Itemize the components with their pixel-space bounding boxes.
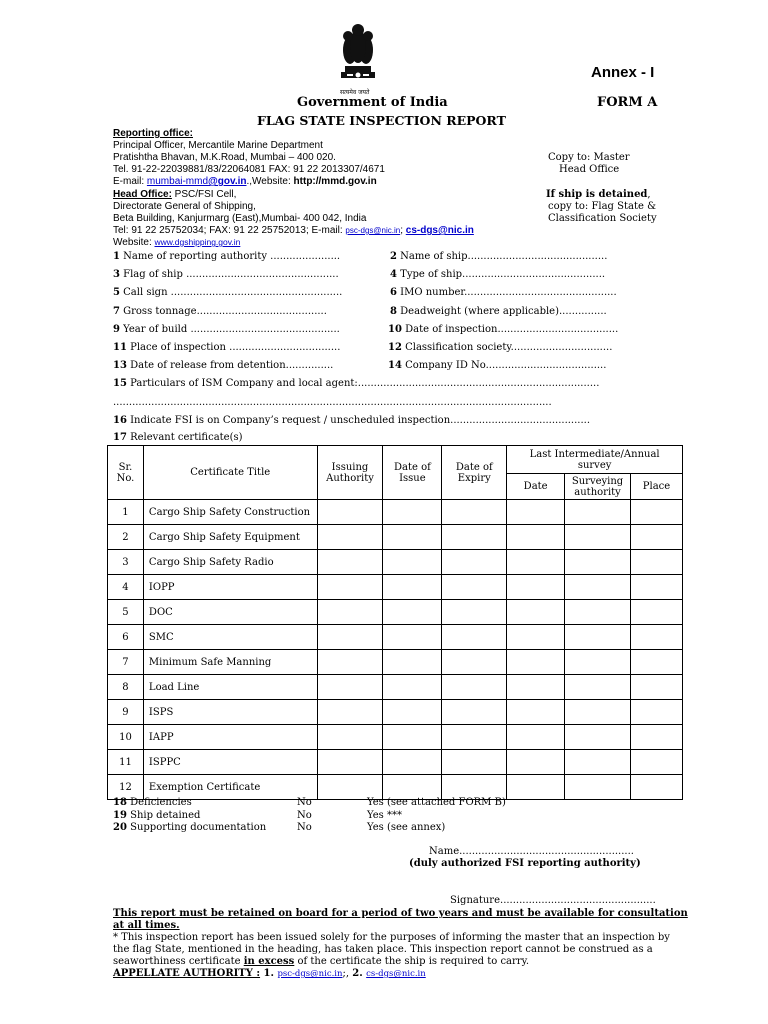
row-number: 1	[108, 500, 144, 525]
table-row	[108, 600, 683, 625]
table-row	[108, 550, 683, 575]
deficiencies-yes-option[interactable]: Yes (see attached FORM B)	[367, 797, 506, 808]
issuing-authority-cell[interactable]	[317, 650, 383, 675]
date-of-issue-cell[interactable]	[383, 675, 442, 700]
survey-place-cell[interactable]	[631, 500, 683, 525]
field-13[interactable]: 13 Date of release from detention...............	[113, 360, 334, 371]
row-number: 7	[108, 650, 144, 675]
field-3[interactable]: 3 Flag of ship ................................................	[113, 269, 339, 280]
copy-flag-state: copy to: Flag State &	[548, 201, 656, 212]
issuing-authority-cell[interactable]	[317, 575, 383, 600]
survey-date-cell[interactable]	[507, 725, 565, 750]
date-of-expiry-cell[interactable]	[442, 575, 507, 600]
surveying-authority-cell[interactable]	[565, 600, 631, 625]
field-9[interactable]: 9 Year of build ...............................................	[113, 324, 340, 335]
field-5[interactable]: 5 Call sign ......................................................	[113, 287, 343, 298]
date-of-issue-cell[interactable]	[383, 700, 442, 725]
form-label: FORM A	[597, 95, 658, 110]
survey-date-cell[interactable]	[507, 650, 565, 675]
appellate-email-2[interactable]: cs-dgs@nic.in	[366, 969, 426, 979]
date-of-expiry-cell[interactable]	[442, 600, 507, 625]
survey-place-cell[interactable]	[631, 700, 683, 725]
certificates-table	[107, 445, 683, 800]
head-office-label: Head Office:	[113, 189, 172, 200]
table-row	[108, 575, 683, 600]
national-emblem-icon	[333, 22, 383, 90]
certificate-title: Minimum Safe Manning	[143, 650, 317, 675]
date-of-expiry-cell[interactable]	[442, 725, 507, 750]
certificate-title: IOPP	[143, 575, 317, 600]
survey-place-cell[interactable]	[631, 525, 683, 550]
table-row	[108, 500, 683, 525]
certificate-title: Load Line	[143, 675, 317, 700]
table-row	[108, 625, 683, 650]
issuing-authority-cell[interactable]	[317, 525, 383, 550]
surveying-authority-cell[interactable]	[565, 700, 631, 725]
field-7[interactable]: 7 Gross tonnage.........................................	[113, 306, 327, 317]
date-of-expiry-cell[interactable]	[442, 550, 507, 575]
issuing-authority-cell[interactable]	[317, 700, 383, 725]
copy-to-master: Copy to: Master	[548, 152, 630, 163]
header-survey-place: Place	[631, 474, 683, 500]
issuing-authority-cell[interactable]	[317, 775, 383, 800]
survey-date-cell[interactable]	[507, 500, 565, 525]
supporting-documentation-yes-option[interactable]: Yes (see annex)	[367, 822, 446, 833]
survey-place-cell[interactable]	[631, 600, 683, 625]
head-office-line-3: Beta Building, Kanjurmarg (East),Mumbai- 400 042, India	[113, 213, 367, 224]
copy-head-office: Head Office	[559, 164, 620, 175]
survey-place-cell[interactable]	[631, 750, 683, 775]
field-10[interactable]: 10 Date of inspection......................................	[388, 324, 619, 335]
header-certificate-title: Certificate Title	[143, 446, 317, 500]
date-of-issue-cell[interactable]	[383, 750, 442, 775]
date-of-expiry-cell[interactable]	[442, 700, 507, 725]
row-number: 9	[108, 700, 144, 725]
header-issuing-authority: Issuing Authority	[317, 446, 383, 500]
date-of-expiry-cell[interactable]	[442, 525, 507, 550]
surveying-authority-cell[interactable]	[565, 725, 631, 750]
certificate-title: Cargo Ship Safety Equipment	[143, 525, 317, 550]
survey-date-cell[interactable]	[507, 675, 565, 700]
row-number: 6	[108, 625, 144, 650]
row-number: 4	[108, 575, 144, 600]
annex-label: Annex - I	[591, 64, 655, 81]
website-link[interactable]: http://mmd.gov.in	[293, 176, 377, 187]
field-12[interactable]: 12 Classification society................................	[388, 342, 613, 353]
disclaimer-line-2: the flag State, mentioned in the heading, has taken place. This inspection report cannot be construed as a	[113, 944, 653, 955]
ship-detained-yes-option[interactable]: Yes ***	[367, 810, 402, 821]
report-title: FLAG STATE INSPECTION REPORT	[257, 113, 506, 128]
appellate-label: APPELLATE AUTHORITY :	[113, 968, 261, 979]
field-11[interactable]: 11 Place of inspection ...................................	[113, 342, 341, 353]
date-of-issue-cell[interactable]	[383, 725, 442, 750]
table-row	[108, 775, 683, 800]
header-surveying-authority: Surveying authority	[565, 474, 631, 500]
date-of-issue-cell[interactable]	[383, 650, 442, 675]
website-line: Website: www.dgshipping.gov.in	[113, 237, 241, 248]
deficiencies-label: 18 Deficiencies	[113, 797, 192, 808]
header-sr-no: Sr. No.	[108, 446, 144, 500]
table-row	[108, 650, 683, 675]
survey-place-cell[interactable]	[631, 650, 683, 675]
issuing-authority-cell[interactable]	[317, 500, 383, 525]
certificate-title: SMC	[143, 625, 317, 650]
supporting-documentation-no-option[interactable]: No	[297, 822, 312, 833]
survey-date-cell[interactable]	[507, 775, 565, 800]
website-prefix: .,Website:	[246, 176, 294, 187]
row-number: 12	[108, 775, 144, 800]
retention-notice: This report must be retained on board for a period of two years and must be available for consultation	[113, 908, 688, 919]
certificate-title: ISPS	[143, 700, 317, 725]
issuing-authority-cell[interactable]	[317, 550, 383, 575]
survey-date-cell[interactable]	[507, 575, 565, 600]
date-of-expiry-cell[interactable]	[442, 500, 507, 525]
field-4[interactable]: 4 Type of ship.............................................	[390, 269, 606, 280]
field-1[interactable]: 1 Name of reporting authority ......................	[113, 251, 341, 262]
reporting-line-3: Tel. 91-22-22039881/83/22064081 FAX: 91 22 2013307/4671	[113, 164, 385, 175]
appellate-email-1[interactable]: psc-dgs@nic.in	[277, 969, 343, 979]
reporting-line-1: Principal Officer, Mercantile Marine Department	[113, 140, 323, 151]
date-of-expiry-cell[interactable]	[442, 750, 507, 775]
email-link[interactable]: mumbai-mmd@gov.in	[146, 176, 247, 187]
survey-place-cell[interactable]	[631, 775, 683, 800]
name-field[interactable]: Name.......................................................	[429, 846, 634, 857]
row-number: 10	[108, 725, 144, 750]
ship-detained-note: If ship is detained,	[546, 189, 651, 200]
certificate-title: Exemption Certificate	[143, 775, 317, 800]
date-of-expiry-cell[interactable]	[442, 775, 507, 800]
table-row	[108, 750, 683, 775]
ship-detained-no-option[interactable]: No	[297, 810, 312, 821]
email-prefix: E-mail:	[113, 176, 147, 187]
surveying-authority-cell[interactable]	[565, 625, 631, 650]
table-row	[108, 675, 683, 700]
certificate-title: Cargo Ship Safety Radio	[143, 550, 317, 575]
date-of-issue-cell[interactable]	[383, 600, 442, 625]
survey-date-cell[interactable]	[507, 625, 565, 650]
signature-field[interactable]: Signature.................................................	[450, 895, 656, 906]
field-2[interactable]: 2 Name of ship............................................	[390, 251, 608, 262]
date-of-expiry-cell[interactable]	[442, 650, 507, 675]
field-15[interactable]: 15 Particulars of ISM Company and local agent:............................................................................	[113, 378, 600, 389]
date-of-issue-cell[interactable]	[383, 500, 442, 525]
dgshipping-website-link[interactable]: www.dgshipping.gov.in	[154, 237, 241, 247]
surveying-authority-cell[interactable]	[565, 675, 631, 700]
field-15-continuation[interactable]: ..........................................................................................................................................	[113, 397, 552, 408]
header-date-of-expiry: Date of Expiry	[442, 446, 507, 500]
retention-notice-cont: at all times.	[113, 920, 180, 931]
survey-date-cell[interactable]	[507, 550, 565, 575]
issuing-authority-cell[interactable]	[317, 750, 383, 775]
date-of-issue-cell[interactable]	[383, 550, 442, 575]
head-office-contact-line: Tel: 91 22 25752034; FAX: 91 22 25752013; E-mail: psc-dgs@nic.in; cs-dgs@nic.in	[113, 225, 474, 236]
reporting-office-label: Reporting office:	[113, 128, 193, 139]
row-number: 8	[108, 675, 144, 700]
appellate-authority-line: APPELLATE AUTHORITY : 1. psc-dgs@nic.in;, 2. cs-dgs@nic.in	[113, 968, 426, 979]
supporting-documentation-label: 20 Supporting documentation	[113, 822, 267, 833]
surveying-authority-cell[interactable]	[565, 750, 631, 775]
cs-dgs-email-link[interactable]: cs-dgs@nic.in	[405, 225, 474, 236]
field-16[interactable]: 16 Indicate FSI is on Company’s request / unscheduled inspection............................................	[113, 415, 591, 426]
field-14[interactable]: 14 Company ID No......................................	[388, 360, 607, 371]
disclaimer-line-3: seaworthiness certificate in excess of the certificate the ship is required to carry.	[113, 956, 530, 967]
certificate-title: ISPPC	[143, 750, 317, 775]
government-heading: Government of India	[297, 95, 448, 110]
header-last-survey: Last Intermediate/Annual survey	[507, 446, 683, 474]
surveying-authority-cell[interactable]	[565, 525, 631, 550]
survey-date-cell[interactable]	[507, 600, 565, 625]
row-number: 2	[108, 525, 144, 550]
date-of-issue-cell[interactable]	[383, 575, 442, 600]
row-number: 5	[108, 600, 144, 625]
row-number: 3	[108, 550, 144, 575]
table-row	[108, 700, 683, 725]
survey-place-cell[interactable]	[631, 550, 683, 575]
issuing-authority-cell[interactable]	[317, 600, 383, 625]
field-17: 17 Relevant certificate(s)	[113, 432, 243, 443]
header-date-of-issue: Date of Issue	[383, 446, 442, 500]
date-of-issue-cell[interactable]	[383, 625, 442, 650]
survey-place-cell[interactable]	[631, 575, 683, 600]
disclaimer-line-1: * This inspection report has been issued solely for the purposes of informing the master that an inspection by	[113, 932, 670, 943]
issuing-authority-cell[interactable]	[317, 675, 383, 700]
field-8[interactable]: 8 Deadweight (where applicable)...............	[390, 306, 607, 317]
date-of-issue-cell[interactable]	[383, 525, 442, 550]
date-of-expiry-cell[interactable]	[442, 675, 507, 700]
surveying-authority-cell[interactable]	[565, 550, 631, 575]
ship-detained-label: 19 Ship detained	[113, 810, 201, 821]
reporting-line-2: Pratishtha Bhavan, M.K.Road, Mumbai – 400 020.	[113, 152, 336, 163]
table-row	[108, 525, 683, 550]
issuing-authority-cell[interactable]	[317, 725, 383, 750]
date-of-issue-cell[interactable]	[383, 775, 442, 800]
reporting-email-line	[113, 176, 377, 187]
head-office-line: Head Office: PSC/FSI Cell,	[113, 189, 237, 200]
survey-place-cell[interactable]	[631, 625, 683, 650]
survey-place-cell[interactable]	[631, 675, 683, 700]
survey-date-cell[interactable]	[507, 750, 565, 775]
surveying-authority-cell[interactable]	[565, 575, 631, 600]
psc-dgs-email-link[interactable]: psc-dgs@nic.in	[345, 226, 401, 235]
head-office-line-2: Directorate General of Shipping,	[113, 201, 256, 212]
issuing-authority-cell[interactable]	[317, 625, 383, 650]
date-of-expiry-cell[interactable]	[442, 625, 507, 650]
survey-date-cell[interactable]	[507, 525, 565, 550]
surveying-authority-cell[interactable]	[565, 500, 631, 525]
row-number: 11	[108, 750, 144, 775]
certificate-title: DOC	[143, 600, 317, 625]
surveying-authority-cell[interactable]	[565, 775, 631, 800]
deficiencies-no-option[interactable]: No	[297, 797, 312, 808]
surveying-authority-cell[interactable]	[565, 650, 631, 675]
field-6[interactable]: 6 IMO number................................................	[390, 287, 617, 298]
certificate-title: IAPP	[143, 725, 317, 750]
authority-caption: (duly authorized FSI reporting authority)	[409, 858, 641, 869]
survey-date-cell[interactable]	[507, 700, 565, 725]
copy-classification-society: Classification Society	[548, 213, 657, 224]
emblem-caption: सत्यमेव जयते	[340, 89, 370, 96]
header-survey-date: Date	[507, 474, 565, 500]
survey-place-cell[interactable]	[631, 725, 683, 750]
certificate-title: Cargo Ship Safety Construction	[143, 500, 317, 525]
table-row	[108, 725, 683, 750]
